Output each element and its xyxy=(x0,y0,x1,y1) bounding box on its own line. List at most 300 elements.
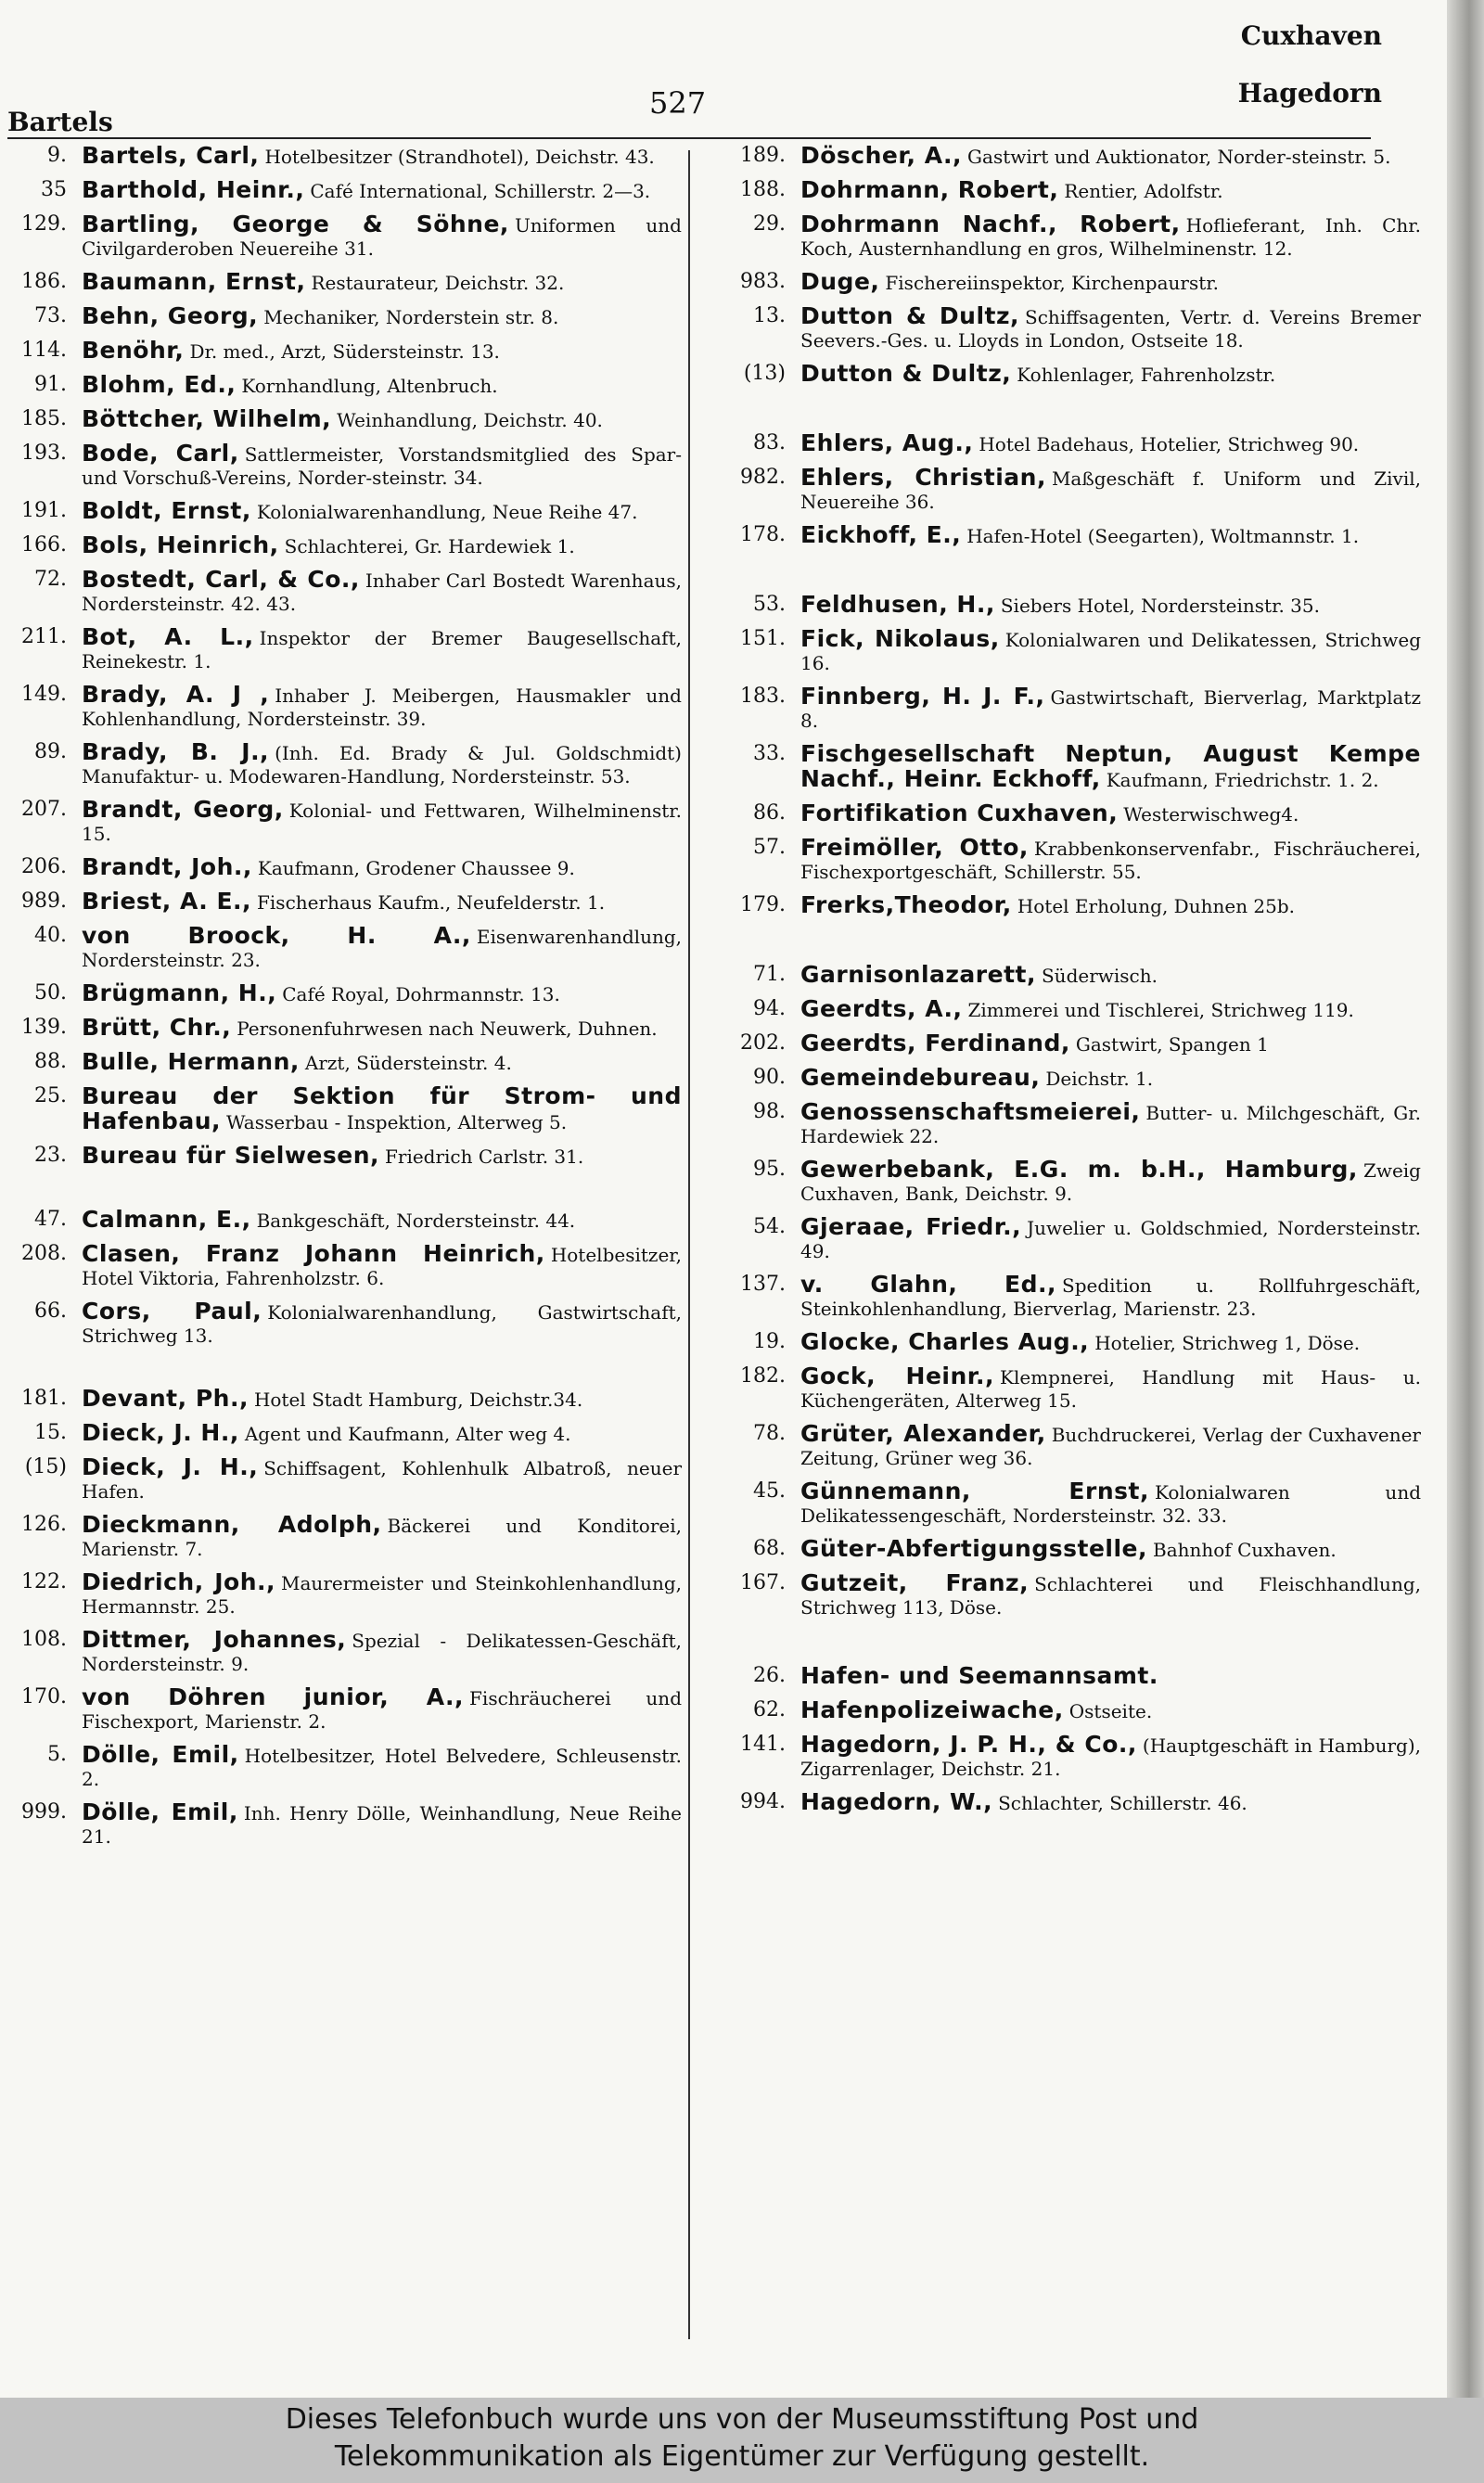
right-column xyxy=(697,144,1421,1824)
directory-entry xyxy=(0,740,682,788)
phone-number: 57. xyxy=(753,836,786,859)
phone-number: (13) xyxy=(743,362,786,385)
directory-entry xyxy=(0,625,682,673)
entry-text xyxy=(800,1066,1421,1091)
phone-number: 45. xyxy=(753,1479,786,1503)
subscriber-name: Briest, A. E., xyxy=(82,888,252,915)
directory-entry xyxy=(697,1031,1421,1056)
subscriber-detail: Inhaber Carl Bostedt Warenhaus, Nordersteinstr. 42. 43. xyxy=(82,570,682,615)
directory-entry xyxy=(697,1330,1421,1355)
entry-text xyxy=(82,1800,682,1849)
directory-entry xyxy=(0,1208,682,1233)
subscriber-name: Dieckmann, Adolph, xyxy=(82,1511,382,1538)
subscriber-detail: Bankgeschäft, Nordersteinstr. 44. xyxy=(256,1210,576,1232)
subscriber-detail: Weinhandlung, Deichstr. 40. xyxy=(337,409,603,431)
directory-entry xyxy=(0,270,682,295)
directory-entry xyxy=(0,533,682,558)
phone-number: 89. xyxy=(34,740,67,763)
subscriber-name: Bostedt, Carl, & Co., xyxy=(82,566,360,593)
directory-entry xyxy=(697,1273,1421,1321)
subscriber-detail: Hotelbesitzer, Hotel Belvedere, Schleusenstr. 2. xyxy=(82,1745,682,1790)
directory-entry xyxy=(697,1790,1421,1815)
directory-entry xyxy=(697,1537,1421,1562)
entry-text xyxy=(800,1330,1421,1355)
subscriber-detail: Ostseite. xyxy=(1068,1700,1153,1722)
subscriber-name: Freimöller, Otto, xyxy=(800,834,1029,861)
subscriber-name: Ehlers, Christian, xyxy=(800,464,1046,491)
phone-number: 151. xyxy=(740,627,786,650)
phone-number: 182. xyxy=(740,1364,786,1388)
subscriber-detail: Kohlenlager, Fahrenholzstr. xyxy=(1017,364,1276,386)
entry-text xyxy=(82,1084,682,1134)
subscriber-name: Brady, A. J , xyxy=(82,681,270,708)
subscriber-detail: Maurermeister und Steinkohlenhandlung, Hermannstr. 25. xyxy=(82,1572,682,1618)
subscriber-name: Hafenpolizeiwache, xyxy=(800,1696,1064,1723)
subscriber-name: Bols, Heinrich, xyxy=(82,531,279,558)
entry-text xyxy=(82,407,682,432)
entry-text xyxy=(800,431,1421,456)
directory-entry xyxy=(0,1628,682,1676)
directory-entry xyxy=(0,304,682,329)
subscriber-detail: Agent und Kaufmann, Alter weg 4. xyxy=(244,1423,571,1445)
directory-entry xyxy=(697,1215,1421,1263)
subscriber-detail: Juwelier u. Goldschmied, Nordersteinstr. 49. xyxy=(800,1217,1421,1262)
subscriber-detail: Uniformen und Civilgarderoben Neuereihe 31. xyxy=(82,214,682,260)
directory-entry xyxy=(697,997,1421,1022)
directory-entry xyxy=(697,1422,1421,1470)
subscriber-detail: Kolonialwarenhandlung, Neue Reihe 47. xyxy=(256,501,638,523)
subscriber-name: Brandt, Georg, xyxy=(82,796,284,823)
directory-entry xyxy=(697,1158,1421,1206)
directory-entry xyxy=(697,431,1421,456)
directory-entry xyxy=(0,1743,682,1791)
subscriber-name: Gjeraae, Friedr., xyxy=(800,1213,1022,1240)
phone-number: 141. xyxy=(740,1733,786,1756)
subscriber-detail: Eisenwarenhandlung, Nordersteinstr. 23. xyxy=(82,926,682,971)
entry-text xyxy=(82,499,682,524)
entry-text xyxy=(82,568,682,616)
directory-entry xyxy=(697,685,1421,733)
entry-text xyxy=(800,801,1421,826)
phone-number: 71. xyxy=(753,963,786,986)
directory-entry xyxy=(0,1299,682,1348)
directory-entry xyxy=(0,144,682,169)
phone-number: 186. xyxy=(21,270,67,293)
subscriber-name: Dutton & Dultz, xyxy=(800,302,1020,329)
page-edge xyxy=(1447,0,1484,2398)
directory-entry xyxy=(0,499,682,524)
directory-entry xyxy=(0,407,682,432)
entry-text xyxy=(82,1513,682,1561)
phone-number: 68. xyxy=(753,1537,786,1560)
subscriber-name: Hafen- und Seemannsamt. xyxy=(800,1662,1158,1689)
subscriber-name: Calmann, E., xyxy=(82,1206,251,1233)
directory-entry xyxy=(0,1050,682,1075)
phone-number: 78. xyxy=(753,1422,786,1445)
subscriber-name: Geerdts, A., xyxy=(800,995,963,1022)
subscriber-name: von Broock, H. A., xyxy=(82,922,471,949)
phone-number: 25. xyxy=(34,1084,67,1107)
entry-text xyxy=(82,1570,682,1619)
subscriber-detail: Schlachterei und Fleischhandlung, Strichweg 113, Döse. xyxy=(800,1573,1421,1619)
phone-number: 206. xyxy=(21,855,67,878)
subscriber-name: Fischgesellschaft Neptun, August Kempe Nachf., Heinr. Eckhoff, xyxy=(800,740,1421,792)
directory-entry xyxy=(697,304,1421,352)
phone-number: 139. xyxy=(21,1016,67,1039)
directory-entry xyxy=(697,1066,1421,1091)
entry-text xyxy=(82,1242,682,1290)
entry-text xyxy=(82,1016,682,1041)
entry-text xyxy=(800,1158,1421,1206)
directory-entry xyxy=(697,466,1421,514)
subscriber-detail: Schiffsagenten, Vertr. d. Vereins Bremer Seevers.-Ges. u. Lloyds in London, Ostseite 18. xyxy=(800,306,1421,352)
subscriber-name: Dölle, Emil, xyxy=(82,1798,238,1825)
phone-number: 40. xyxy=(34,924,67,947)
entry-text xyxy=(82,304,682,329)
entry-text xyxy=(800,1537,1421,1562)
directory-entry xyxy=(0,178,682,203)
footer-line-1: Dieses Telefonbuch wurde uns von der Museumsstiftung Post und xyxy=(285,2403,1199,2436)
phone-number: 149. xyxy=(21,683,67,706)
left-column xyxy=(0,144,682,1858)
directory-entry xyxy=(0,1421,682,1446)
phone-number: 47. xyxy=(34,1208,67,1231)
entry-text xyxy=(82,1685,682,1734)
phone-number: 88. xyxy=(34,1050,67,1073)
subscriber-detail: Fischereiinspektor, Kirchenpaurstr. xyxy=(885,272,1219,294)
subscriber-detail: Maßgeschäft f. Uniform und Zivil, Neuereihe 36. xyxy=(800,467,1421,513)
subscriber-detail: Kaufmann, Grodener Chaussee 9. xyxy=(257,857,575,879)
entry-text xyxy=(800,1422,1421,1470)
subscriber-name: Günnemann, Ernst, xyxy=(800,1478,1149,1504)
subscriber-name: Baumann, Ernst, xyxy=(82,268,306,295)
subscriber-detail: Café Royal, Dohrmannstr. 13. xyxy=(282,983,560,1005)
entry-text xyxy=(82,442,682,490)
entry-text xyxy=(82,1421,682,1446)
phone-number: 189. xyxy=(740,144,786,167)
subscriber-detail: Buchdruckerei, Verlag der Cuxhavener Zeitung, Grüner weg 36. xyxy=(800,1424,1421,1469)
subscriber-detail: Gastwirtschaft, Bierverlag, Marktplatz 8. xyxy=(800,686,1421,732)
phone-number: 178. xyxy=(740,523,786,546)
subscriber-name: Bulle, Hermann, xyxy=(82,1048,300,1075)
subscriber-name: Hagedorn, J. P. H., & Co., xyxy=(800,1731,1137,1758)
entry-text xyxy=(800,593,1421,618)
phone-number: 188. xyxy=(740,178,786,201)
phone-number: 129. xyxy=(21,212,67,236)
entry-text xyxy=(800,997,1421,1022)
directory-entry xyxy=(0,373,682,398)
directory-entry xyxy=(697,270,1421,295)
phone-number: 122. xyxy=(21,1570,67,1593)
phone-number: 994. xyxy=(740,1790,786,1813)
entry-text xyxy=(82,1208,682,1233)
subscriber-detail: Rentier, Adolfstr. xyxy=(1064,180,1223,202)
subscriber-detail: Klempnerei, Handlung mit Haus- u. Küchengeräten, Alterweg 15. xyxy=(800,1366,1421,1412)
subscriber-name: Döscher, A., xyxy=(800,142,963,169)
entry-text xyxy=(82,855,682,880)
subscriber-name: Fick, Nikolaus, xyxy=(800,625,1000,652)
directory-entry xyxy=(0,683,682,731)
subscriber-name: Devant, Ph., xyxy=(82,1385,249,1412)
phone-number: 9. xyxy=(47,144,67,167)
entry-text xyxy=(82,625,682,673)
directory-entry xyxy=(0,890,682,915)
subscriber-detail: Kornhandlung, Altenbruch. xyxy=(241,375,498,397)
subscriber-detail: Deichstr. 1. xyxy=(1045,1068,1154,1090)
phone-number: 207. xyxy=(21,798,67,821)
entry-text xyxy=(800,362,1421,387)
subscriber-detail: (Inh. Ed. Brady & Jul. Goldschmidt) Manufaktur- u. Modewaren-Handlung, Nordersteinstr. 53. xyxy=(82,742,682,787)
directory-entry xyxy=(0,1800,682,1849)
directory-entry xyxy=(697,893,1421,918)
phone-number: 95. xyxy=(753,1158,786,1181)
header-rule xyxy=(7,137,1371,139)
entry-text xyxy=(800,270,1421,295)
subscriber-name: Dieck, J. H., xyxy=(82,1419,239,1446)
subscriber-name: Boldt, Ernst, xyxy=(82,497,251,524)
entry-text xyxy=(82,270,682,295)
footer-notice xyxy=(0,2398,1484,2483)
subscriber-name: Gewerbebank, E.G. m. b.H., Hamburg, xyxy=(800,1156,1358,1183)
directory-entry xyxy=(697,212,1421,261)
entry-text xyxy=(800,1733,1421,1781)
directory-entry xyxy=(697,801,1421,826)
subscriber-name: Dieck, J. H., xyxy=(82,1453,259,1480)
subscriber-detail: Arzt, Südersteinstr. 4. xyxy=(304,1052,512,1074)
subscriber-name: Bode, Carl, xyxy=(82,440,239,467)
subscriber-detail: Bäckerei und Konditorei, Marienstr. 7. xyxy=(82,1515,682,1560)
entry-text xyxy=(800,1479,1421,1528)
subscriber-name: von Döhren junior, A., xyxy=(82,1683,465,1710)
entry-text xyxy=(800,1571,1421,1619)
phone-number: 211. xyxy=(21,625,67,648)
subscriber-name: Brügmann, H., xyxy=(82,979,277,1006)
subscriber-detail: Bahnhof Cuxhaven. xyxy=(1153,1539,1337,1561)
phone-number: (15) xyxy=(24,1455,67,1478)
entry-text xyxy=(82,798,682,846)
subscriber-detail: Inh. Henry Dölle, Weinhandlung, Neue Reihe 21. xyxy=(82,1802,682,1848)
subscriber-detail: Kolonialwaren und Delikatessengeschäft, Nordersteinstr. 32. 33. xyxy=(800,1481,1421,1527)
entry-text xyxy=(82,981,682,1006)
directory-entry xyxy=(0,855,682,880)
subscriber-name: Duge, xyxy=(800,268,880,295)
subscriber-name: Güter-Abfertigungsstelle, xyxy=(800,1535,1147,1562)
phone-number: 191. xyxy=(21,499,67,522)
subscriber-detail: Mechaniker, Norderstein str. 8. xyxy=(263,306,559,328)
directory-entry xyxy=(0,1084,682,1134)
subscriber-name: Glocke, Charles Aug., xyxy=(800,1328,1090,1355)
subscriber-detail: Hotel Erholung, Duhnen 25b. xyxy=(1017,895,1296,917)
subscriber-name: Eickhoff, E., xyxy=(800,521,962,548)
subscriber-name: Gock, Heinr., xyxy=(800,1363,995,1389)
directory-entry xyxy=(0,924,682,972)
subscriber-detail: Butter- u. Milchgeschäft, Gr. Hardewiek 22. xyxy=(800,1102,1421,1147)
phone-number: 208. xyxy=(21,1242,67,1265)
directory-entry xyxy=(697,1733,1421,1781)
directory-entry xyxy=(697,1100,1421,1148)
entry-text xyxy=(800,178,1421,203)
entry-text xyxy=(82,1144,682,1169)
phone-number: 54. xyxy=(753,1215,786,1238)
entry-text xyxy=(800,1100,1421,1148)
entry-text xyxy=(800,1790,1421,1815)
phone-number: 183. xyxy=(740,685,786,708)
entry-text xyxy=(82,1455,682,1504)
directory-entry xyxy=(697,963,1421,988)
entry-text xyxy=(800,523,1421,548)
subscriber-detail: Zweig Cuxhaven, Bank, Deichstr. 9. xyxy=(800,1159,1421,1205)
phone-number: 90. xyxy=(753,1066,786,1089)
entry-text xyxy=(800,466,1421,514)
phone-number: 126. xyxy=(21,1513,67,1536)
subscriber-name: Dohrmann, Robert, xyxy=(800,176,1059,203)
phone-number: 193. xyxy=(21,442,67,465)
entry-text xyxy=(82,373,682,398)
subscriber-name: Garnisonlazarett, xyxy=(800,961,1036,988)
subscriber-name: Genossenschaftsmeierei, xyxy=(800,1098,1141,1125)
directory-entry xyxy=(0,212,682,261)
subscriber-name: v. Glahn, Ed., xyxy=(800,1271,1057,1298)
phone-number: 13. xyxy=(753,304,786,327)
subscriber-name: Dutton & Dultz, xyxy=(800,360,1012,387)
subscriber-name: Bureau für Sielwesen, xyxy=(82,1142,379,1169)
directory-entry xyxy=(697,742,1421,792)
directory-entry xyxy=(0,1016,682,1041)
subscriber-name: Clasen, Franz Johann Heinrich, xyxy=(82,1240,545,1267)
entry-text xyxy=(82,1743,682,1791)
subscriber-name: Behn, Georg, xyxy=(82,302,259,329)
subscriber-detail: Kolonialwarenhandlung, Gastwirtschaft, Strichweg 13. xyxy=(82,1301,682,1347)
phone-number: 999. xyxy=(21,1800,67,1824)
directory-entry xyxy=(697,836,1421,884)
subscriber-detail: Restaurateur, Deichstr. 32. xyxy=(311,272,565,294)
entry-text xyxy=(800,685,1421,733)
subscriber-detail: Zimmerei und Tischlerei, Strichweg 119. xyxy=(967,999,1354,1021)
subscriber-name: Dittmer, Johannes, xyxy=(82,1626,347,1653)
subscriber-name: Blohm, Ed., xyxy=(82,371,237,398)
directory-entry xyxy=(697,627,1421,675)
subscriber-name: Böttcher, Wilhelm, xyxy=(82,405,332,432)
subscriber-detail: Hotelbesitzer (Strandhotel), Deichstr. 43. xyxy=(264,146,655,168)
subscriber-detail: Süderwisch. xyxy=(1041,965,1158,987)
phone-number: 108. xyxy=(21,1628,67,1651)
subscriber-detail: Fischräucherei und Fischexport, Marienstr. 2. xyxy=(82,1687,682,1733)
directory-entry xyxy=(697,144,1421,169)
subscriber-name: Diedrich, Joh., xyxy=(82,1568,276,1595)
phone-number: 53. xyxy=(753,593,786,616)
phone-number: 62. xyxy=(753,1698,786,1721)
entry-text xyxy=(800,1364,1421,1413)
entry-text xyxy=(82,683,682,731)
phone-number: 91. xyxy=(34,373,67,396)
entry-text xyxy=(82,1299,682,1348)
directory-entry xyxy=(697,1479,1421,1528)
phone-number: 26. xyxy=(753,1664,786,1687)
entry-text xyxy=(800,742,1421,792)
entry-text xyxy=(800,1031,1421,1056)
phone-number: 73. xyxy=(34,304,67,327)
subscriber-detail: Schlachter, Schillerstr. 46. xyxy=(998,1792,1247,1814)
entry-text xyxy=(82,924,682,972)
directory-entry xyxy=(0,798,682,846)
subscriber-name: Benöhr, xyxy=(82,337,185,364)
subscriber-name: Gemeindebureau, xyxy=(800,1064,1041,1091)
phone-number: 72. xyxy=(34,568,67,591)
entry-text xyxy=(82,740,682,788)
entry-text xyxy=(800,627,1421,675)
subscriber-detail: Sattlermeister, Vorstandsmitglied des Spar- und Vorschuß-Vereins, Norder-steinstr. 34. xyxy=(82,443,682,489)
phone-number: 19. xyxy=(753,1330,786,1353)
subscriber-detail: Gastwirt, Spangen 1 xyxy=(1075,1033,1269,1056)
directory-entry xyxy=(697,593,1421,618)
subscriber-detail: Fischerhaus Kaufm., Neufelderstr. 1. xyxy=(257,891,606,914)
entry-text xyxy=(82,144,682,169)
subscriber-detail: Kolonialwaren und Delikatessen, Strichweg 16. xyxy=(800,629,1421,674)
running-header-right: Hagedorn xyxy=(1237,78,1382,109)
directory-entry xyxy=(0,1570,682,1619)
subscriber-detail: Wasserbau - Inspektion, Alterweg 5. xyxy=(225,1111,568,1133)
phone-number: 66. xyxy=(34,1299,67,1323)
entry-text xyxy=(82,1050,682,1075)
phone-number: 114. xyxy=(21,339,67,362)
subscriber-name: Ehlers, Aug., xyxy=(800,429,974,456)
entry-text xyxy=(82,178,682,203)
phone-number: 35 xyxy=(41,178,67,201)
subscriber-name: Fortifikation Cuxhaven, xyxy=(800,800,1119,826)
phone-number: 29. xyxy=(753,212,786,236)
running-header-left: Bartels xyxy=(7,107,113,137)
directory-entry xyxy=(697,1664,1421,1689)
phone-number: 86. xyxy=(753,801,786,825)
subscriber-name: Geerdts, Ferdinand, xyxy=(800,1030,1070,1056)
entry-text xyxy=(800,1664,1421,1689)
subscriber-name: Grüter, Alexander, xyxy=(800,1420,1046,1447)
directory-entry xyxy=(0,1685,682,1734)
phone-number: 167. xyxy=(740,1571,786,1594)
subscriber-detail: Westerwischweg4. xyxy=(1123,803,1299,826)
directory-entry xyxy=(0,568,682,616)
subscriber-name: Bartling, George & Söhne, xyxy=(82,211,509,237)
entry-text xyxy=(800,212,1421,261)
entry-text xyxy=(82,1628,682,1676)
subscriber-detail: Hotel Badehaus, Hotelier, Strichweg 90. xyxy=(979,433,1360,455)
subscriber-name: Gutzeit, Franz, xyxy=(800,1569,1030,1596)
entry-text xyxy=(82,533,682,558)
subscriber-detail: Hotelbesitzer, Hotel Viktoria, Fahrenholzstr. 6. xyxy=(82,1244,682,1289)
subscriber-detail: Inspektor der Bremer Baugesellschaft, Reinekestr. 1. xyxy=(82,627,682,672)
subscriber-name: Finnberg, H. J. F., xyxy=(800,683,1045,710)
phone-number: 33. xyxy=(753,742,786,765)
footer-line-2: Telekommunikation als Eigentümer zur Verfügung gestellt. xyxy=(334,2440,1150,2473)
subscriber-detail: Café International, Schillerstr. 2—3. xyxy=(310,180,651,202)
page-number: 527 xyxy=(649,85,707,121)
subscriber-name: Bartels, Carl, xyxy=(82,142,260,169)
subscriber-detail: Personenfuhrwesen nach Neuwerk, Duhnen. xyxy=(237,1018,658,1040)
directory-entry xyxy=(697,362,1421,387)
subscriber-detail: Kaufmann, Friedrichstr. 1. 2. xyxy=(1106,769,1379,791)
subscriber-detail: Krabbenkonservenfabr., Fischräucherei, Fischexportgeschäft, Schillerstr. 55. xyxy=(800,838,1421,883)
phone-number: 94. xyxy=(753,997,786,1020)
subscriber-detail: (Hauptgeschäft in Hamburg), Zigarrenlager, Deichstr. 21. xyxy=(800,1734,1422,1780)
entry-text xyxy=(82,212,682,261)
directory-entry xyxy=(0,1513,682,1561)
entry-text xyxy=(82,1387,682,1412)
directory-entry xyxy=(697,523,1421,548)
phone-number: 137. xyxy=(740,1273,786,1296)
subscriber-detail: Gastwirt und Auktionator, Norder-steinstr. 5. xyxy=(967,146,1391,168)
phone-number: 170. xyxy=(21,1685,67,1709)
directory-entry xyxy=(0,442,682,490)
